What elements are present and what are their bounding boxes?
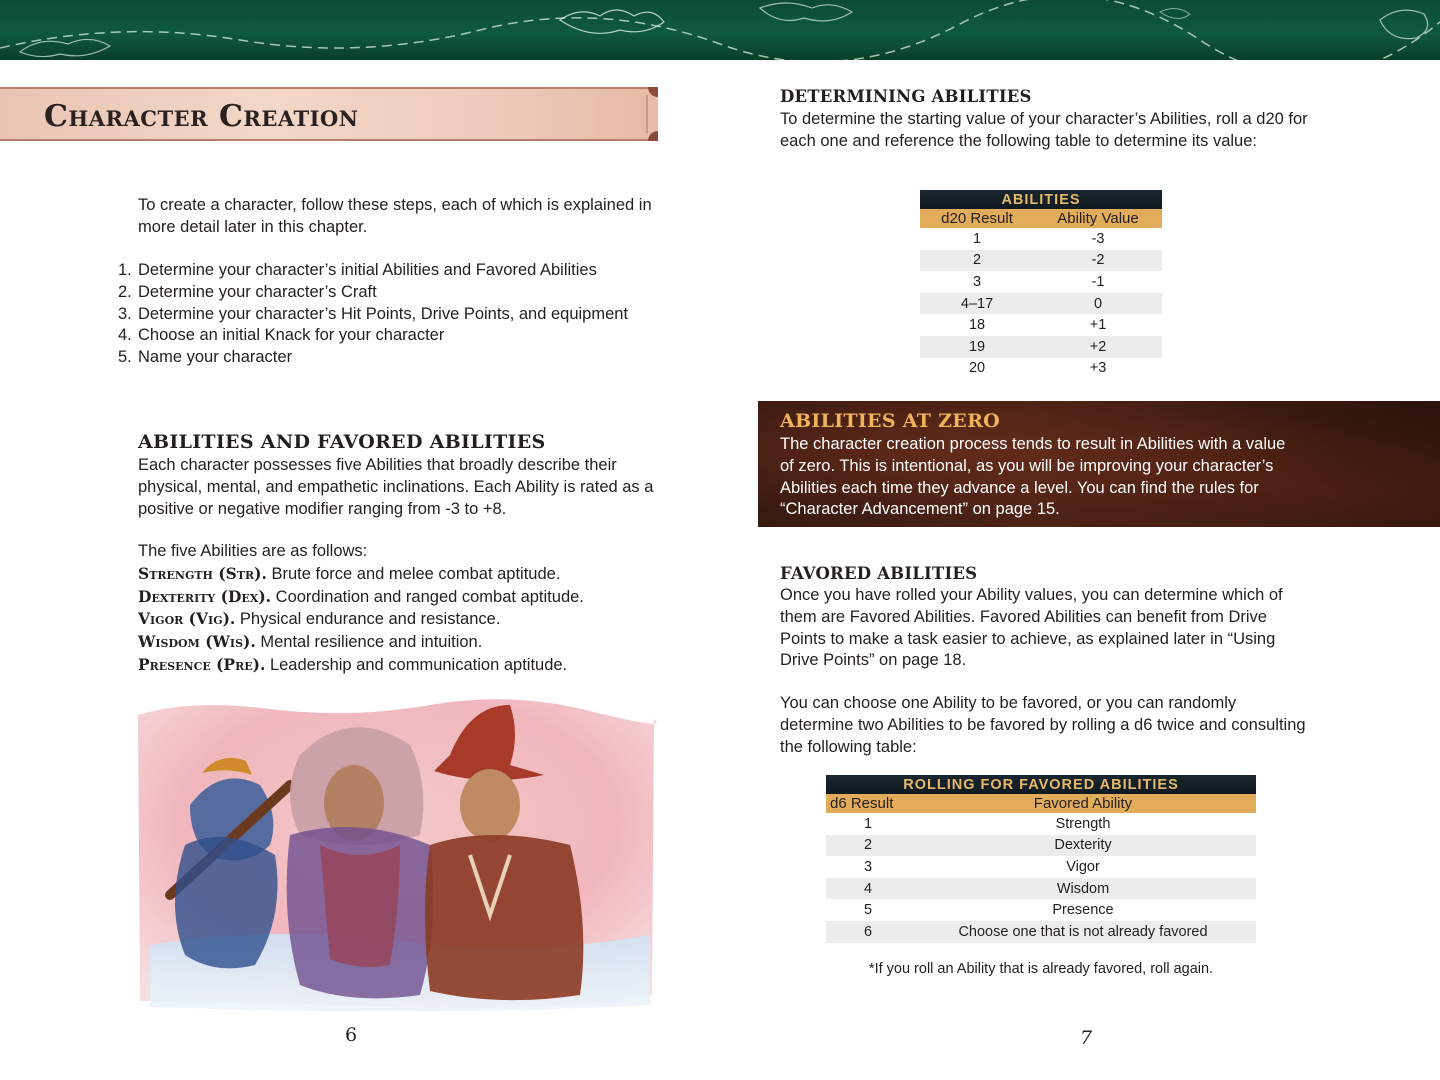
callout-box <box>758 401 1440 527</box>
callout-title: ABILITIES AT ZERO <box>780 410 1001 432</box>
banner-divider-line <box>646 95 648 133</box>
abilities-intro: The five Abilities are as follows: <box>138 542 368 560</box>
favored-heading: FAVORED ABILITIES <box>780 564 978 583</box>
page-number-right: 7 <box>1080 1027 1093 1049</box>
character-illustration <box>130 695 660 1017</box>
table-row: 20 +3 <box>968 360 1107 377</box>
list-item: 3. Determine your character’s Hit Points, Drive Points, and equipment <box>118 304 629 323</box>
ability-item: Vigor (Vig). Physical endurance and resistance. <box>138 609 501 629</box>
list-item: 1. Determine your character’s initial Abilities and Favored Abilities <box>118 261 597 279</box>
column-header: Favored Ability <box>910 794 1256 813</box>
ability-item: Presence (Pre). Leadership and communication aptitude. <box>138 654 568 674</box>
table-row: 2 Dexterity <box>826 835 1256 857</box>
table-footnote: *If you roll an Ability that is already favored, roll again. <box>868 961 1214 977</box>
page-number-left: 6 <box>345 1024 358 1046</box>
list-item: 2. Determine your character’s Craft <box>118 282 377 301</box>
table-row: 1 -3 <box>972 230 1105 247</box>
steps-list <box>118 260 658 369</box>
column-header: d6 Result <box>826 794 910 813</box>
chapter-header-banner <box>0 87 658 141</box>
abilities-list <box>138 541 668 677</box>
table-row: 4 Wisdom <box>826 878 1256 900</box>
table-row: 5 Presence <box>863 902 1114 919</box>
top-map-banner <box>0 0 1440 60</box>
determining-body: To determine the starting value of your character’s Abilities, roll a d20 for each one and reference the following table to determine its value: <box>780 110 1308 150</box>
favored-body-2: You can choose one Ability to be favored, or you can randomly determine two Abilities to be favored by rolling a d6 twice and consulting the following table: <box>780 694 1306 756</box>
section-body: Each character possesses five Abilities that broadly describe their physical, mental, and empathetic inclinations. Each Ability is rated as a positive or negative modifier ranging from -3 to +8. <box>138 456 654 518</box>
section-heading: ABILITIES AND FAVORED ABILITIES <box>138 431 546 453</box>
abilities-table <box>920 190 1162 379</box>
column-header: Ability Value <box>1034 209 1162 228</box>
table-row: 19 +2 <box>920 336 1162 358</box>
table-row: 1 Strength <box>863 815 1111 832</box>
ability-item: Strength (Str). Brute force and melee combat aptitude. <box>138 563 561 583</box>
table-row: 6 Choose one that is not already favored <box>826 921 1256 943</box>
determining-heading: DETERMINING ABILITIES <box>780 87 1032 106</box>
table-row: 3 -1 <box>972 273 1105 290</box>
list-item: 4. Choose an initial Knack for your character <box>118 326 445 345</box>
table-title: ABILITIES <box>920 190 1162 209</box>
banner-corner-ornament <box>648 131 658 141</box>
column-header: d20 Result <box>920 209 1034 228</box>
table-row: 18 +1 <box>968 317 1107 334</box>
table-row: 4–17 0 <box>920 293 1162 315</box>
favored-abilities-table <box>826 775 1256 943</box>
table-row: 3 Vigor <box>863 858 1100 875</box>
favored-body: Once you have rolled your Ability values, you can determine which of them are Favored Abilities. Favored Abilities can benefit from Drive Points to make a task easier to achieve, as explained later in “Using Drive Points” on page 18. <box>780 586 1283 670</box>
ability-item: Wisdom (Wis). Mental resilience and intuition. <box>138 632 483 652</box>
intro-paragraph: To create a character, follow these steps, each of which is explained in more detail later in this chapter. <box>138 196 652 236</box>
table-row: 2 -2 <box>920 250 1162 272</box>
callout-body: The character creation process tends to result in Abilities with a value of zero. This is intentional, as you will be improving your character’s Abilities each time they advance a level. You can find the rules for “Character Advancement” on page 15. <box>780 435 1286 519</box>
banner-corner-ornament <box>648 87 658 97</box>
ability-item: Dexterity (Dex). Coordination and ranged combat aptitude. <box>138 586 584 606</box>
table-title: ROLLING FOR FAVORED ABILITIES <box>826 775 1256 794</box>
list-item: 5. Name your character <box>118 348 293 367</box>
chapter-title: Character Creation <box>44 99 359 134</box>
